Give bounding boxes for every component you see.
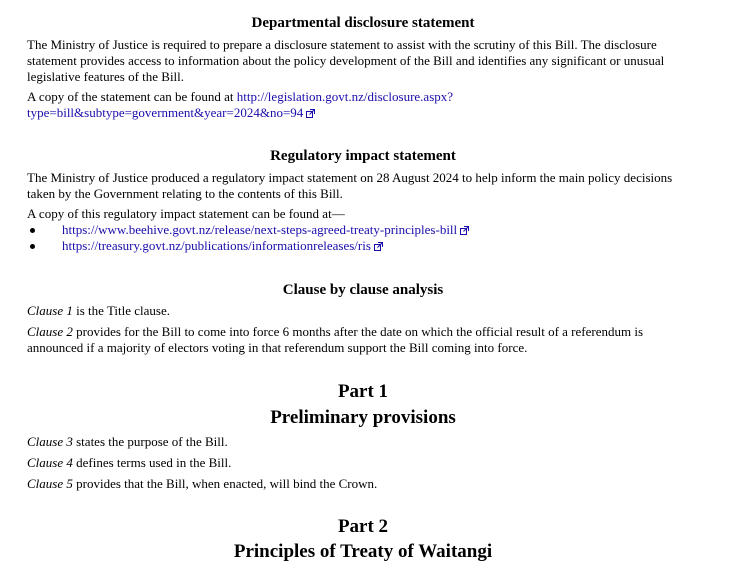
clause3-label: Clause 3: [27, 434, 73, 449]
part2-number: Part 2: [337, 516, 389, 537]
clause2-label: Clause 2: [27, 324, 73, 339]
clause1-label: Clause 1: [27, 303, 73, 318]
part2-title: Principles of Treaty of Waitangi: [233, 541, 493, 562]
bullet-icon: [30, 244, 35, 249]
clause5-text: provides that the Bill, when enacted, will bind the Crown.: [72, 476, 378, 491]
list-item: [27, 222, 699, 238]
clause3-text: states the purpose of the Bill.: [72, 434, 228, 449]
external-link-icon: [306, 109, 315, 118]
part1-title: Preliminary provisions: [270, 407, 456, 428]
clause5-label: Clause 5: [27, 476, 73, 491]
clause2-text: provides for the Bill to come into force 6 months after the date on which the official result of a referendum is announced if a majority of electors voting in that referendum support the Bill coming into force.: [27, 324, 644, 355]
disclosure-copy-prefix: A copy of the statement can be found at: [27, 89, 237, 104]
list-item: [27, 238, 699, 254]
beehive-link[interactable]: https://www.beehive.govt.nz/release/next-steps-agreed-treaty-principles-bill: [62, 222, 458, 237]
regulatory-paragraph: The Ministry of Justice produced a regulatory impact statement on 28 August 2024 to help inform the main policy decisions taken by the Government relating to the contents of this Bill.: [27, 170, 673, 201]
disclosure-paragraph: The Ministry of Justice is required to prepare a disclosure statement to assist with the scrutiny of this Bill. The disclosure statement provides access to information about the policy development of the Bill and identifies any significant or unusual legislative features of the Bill.: [27, 37, 665, 84]
disclosure-link-line2: type=bill&subtype=government&year=2024&no=94: [27, 105, 304, 120]
external-link-icon: [374, 242, 383, 251]
disclosure-heading: Departmental disclosure statement: [251, 15, 475, 31]
clause5-paragraph: [27, 476, 699, 492]
disclosure-link-line1: http://legislation.govt.nz/disclosure.aspx?: [236, 89, 454, 104]
clause1-paragraph: [27, 303, 699, 319]
part1-number: Part 1: [337, 381, 389, 402]
clause4-label: Clause 4: [27, 455, 73, 470]
clause3-paragraph: [27, 434, 699, 450]
bullet-icon: [30, 228, 35, 233]
clause-analysis-heading: Clause by clause analysis: [282, 282, 444, 298]
disclosure-copy-line: [27, 89, 699, 121]
treasury-link[interactable]: https://treasury.govt.nz/publications/informationreleases/ris: [62, 238, 371, 253]
regulatory-link-list: [27, 222, 699, 254]
regulatory-copy-line: A copy of this regulatory impact statement can be found at—: [27, 206, 345, 221]
clause1-text: is the Title clause.: [72, 303, 171, 318]
clause4-paragraph: [27, 455, 699, 471]
external-link-icon: [460, 226, 469, 235]
clause2-paragraph: [27, 324, 699, 356]
regulatory-heading: Regulatory impact statement: [270, 148, 456, 164]
clause4-text: defines terms used in the Bill.: [72, 455, 232, 470]
